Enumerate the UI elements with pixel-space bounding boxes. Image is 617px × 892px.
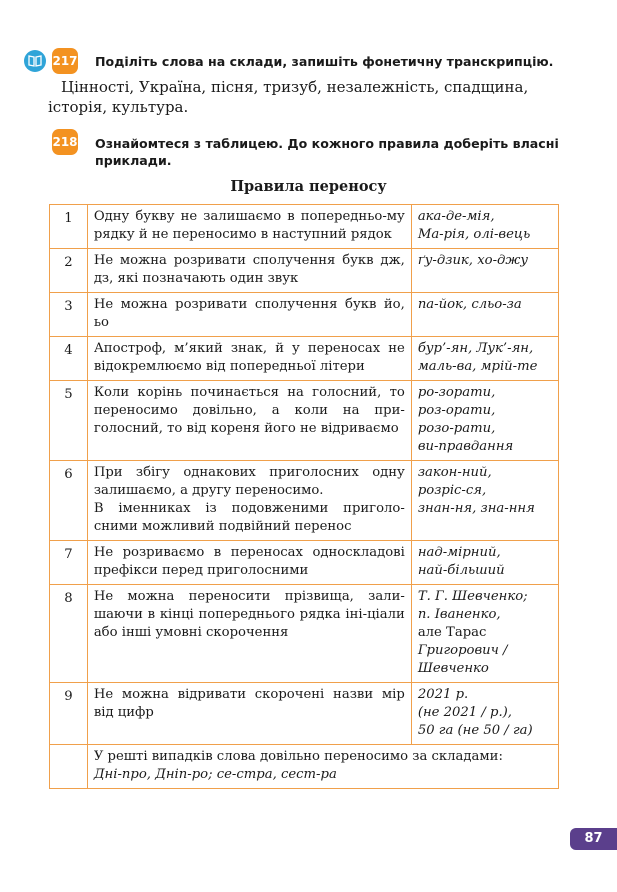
- table-row: [50, 293, 559, 337]
- row-number: 3: [50, 293, 88, 337]
- table-row: [50, 461, 559, 541]
- example: закон-ний,: [417, 465, 492, 480]
- rule-text: Не розриваємо в переносах односкладові префікси перед приголосними: [87, 541, 411, 585]
- row-number: 5: [50, 381, 88, 461]
- final-examples: Дні-про, Дніп-ро; се-стра, сест-ра: [93, 767, 337, 782]
- table-row: [50, 249, 559, 293]
- final-rule-cell: [87, 745, 558, 789]
- row-number-empty: [50, 745, 88, 789]
- table-row: [50, 541, 559, 585]
- example: розо-рати,: [417, 421, 496, 436]
- row-number: 6: [50, 461, 88, 541]
- examples-cell: [411, 585, 558, 683]
- row-number: 2: [50, 249, 88, 293]
- table-title: Правила переносу: [230, 178, 387, 195]
- example: Ма-рія, олі-вець: [417, 227, 531, 242]
- row-number: 9: [50, 683, 88, 745]
- table-row: [50, 205, 559, 249]
- example: Григорович /: [417, 643, 508, 658]
- exercise-217-task: Поділіть слова на склади, запишіть фонетичну транскрипцію.: [95, 54, 554, 69]
- examples-cell: [411, 541, 558, 585]
- exercise-218-task-line2: приклади.: [95, 153, 172, 168]
- example: 50 га (не 50 / га): [417, 723, 533, 738]
- book-icon: [24, 50, 46, 72]
- rule-text: Одну букву не залишаємо в попередньо-му рядку й не переносимо в наступний рядок: [87, 205, 411, 249]
- final-rule: У решті випадків слова довільно переносимо за складами:: [93, 749, 503, 764]
- table-row: [50, 381, 559, 461]
- page-number: 87: [570, 828, 617, 850]
- example: ака-де-мія,: [417, 209, 495, 224]
- exercise-218-task-line1: Ознайомтеся з таблицею. До кожного правила доберіть власні: [95, 136, 559, 151]
- example: (не 2021 / р.),: [417, 705, 512, 720]
- example: най-більший: [417, 563, 505, 578]
- example: Шевченко: [417, 661, 489, 676]
- example: бур’-ян, Лук’-ян,: [417, 341, 534, 356]
- example: па-йок, сльо-за: [417, 297, 522, 312]
- rule-text: Не можна переносити прізвища, зали-шаючи в кінці попереднього рядка іні-ціали або інші умовні скорочення: [87, 585, 411, 683]
- table-row: [50, 745, 559, 789]
- example: над-мірний,: [417, 545, 501, 560]
- rule-text: Не можна відривати скорочені назви мір від цифр: [87, 683, 411, 745]
- row-number: 7: [50, 541, 88, 585]
- example: ґу-дзик, хо-джу: [417, 253, 529, 268]
- row-number: 1: [50, 205, 88, 249]
- example: [418, 624, 552, 642]
- exercise-number-217: 217: [52, 48, 78, 74]
- examples-cell: [411, 205, 558, 249]
- example: розріс-ся,: [417, 483, 487, 498]
- rule-line: При збігу однакових приголосних одну залишаємо, а другу переносимо.: [93, 465, 405, 498]
- rule-text: Не можна розривати сполучення букв йо, ьо: [87, 293, 411, 337]
- example: знан-ня, зна-ння: [417, 501, 535, 516]
- table-row: [50, 337, 559, 381]
- rule-line: В іменниках із подовженими пригoло-сними можливий подвійний перенос: [93, 501, 405, 534]
- examples-cell: [411, 381, 558, 461]
- table-row: [50, 585, 559, 683]
- example: Т. Г. Шевченко;: [417, 589, 528, 604]
- row-number: 4: [50, 337, 88, 381]
- rule-text: Коли корінь починається на голосний, то переносимо довільно, а коли на при-голосний, то від кореня його не відриваємо: [87, 381, 411, 461]
- examples-cell: [411, 337, 558, 381]
- examples-cell: [411, 293, 558, 337]
- example: 2021 р.: [417, 687, 469, 702]
- examples-cell: [411, 461, 558, 541]
- rule-text: [87, 461, 411, 541]
- exercise-217-words: Цінності, Україна, пісня, тризуб, незалежність, спадщина, історія, культура.: [48, 78, 529, 116]
- examples-cell: [411, 683, 558, 745]
- example: маль-ва, мрій-те: [417, 359, 538, 374]
- example-part: але Тарас: [417, 625, 487, 640]
- row-number: 8: [50, 585, 88, 683]
- exercise-number-218: 218: [52, 129, 78, 155]
- exercise-218-task: [95, 135, 565, 169]
- rule-text: Апостроф, м’який знак, й у переносах не відокремлюємо від попередньої літери: [87, 337, 411, 381]
- table-row: [50, 683, 559, 745]
- hyphenation-rules-table: [49, 204, 559, 789]
- examples-cell: [411, 249, 558, 293]
- example: роз-орати,: [417, 403, 496, 418]
- rule-text: Не можна розривати сполучення букв дж, дз, які позначають один звук: [87, 249, 411, 293]
- example: ви-правдання: [417, 439, 514, 454]
- example: п. Іваненко,: [417, 607, 501, 622]
- example: ро-зорати,: [417, 385, 496, 400]
